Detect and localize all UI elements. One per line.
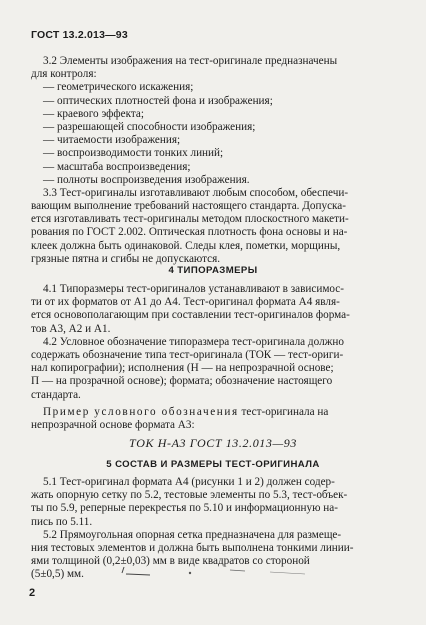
paragraph-4-2-line: П — на прозрачной основе); формата; обозначение настоящего [31, 375, 333, 388]
paragraph-3-3-line: грязные пятна и сгибы не допускаются. [31, 252, 221, 265]
paragraph-5-2-line: ями толщиной (0,2±0,03) мм в виде квадратов со стороной [31, 555, 310, 568]
section-4-body [31, 283, 399, 402]
list-item: — геометрического искажения; [43, 81, 194, 94]
paragraph-3-3-line: вающим выполнение требований настоящего стандарта. Допуска- [31, 200, 346, 213]
paragraph-3-2-line: для контроля: [31, 68, 97, 81]
paragraph-3-3-line: 3.3 Тест-оригиналы изготавливают любым способом, обеспечи- [43, 186, 349, 199]
example-paragraph [31, 406, 399, 432]
paragraph-4-1-line: ти от их форматов от А1 до А4. Тест-оригинал формата А4 явля- [31, 296, 340, 309]
list-item: — читаемости изображения; [43, 134, 181, 147]
list-item: — полноты воспроизведения изображения. [43, 173, 250, 186]
paragraph-5-2-line: (5±0,5) мм. [31, 568, 84, 581]
list-item: — оптических плотностей фона и изображения; [43, 94, 273, 107]
paragraph-4-2-line: стандарта. [31, 388, 81, 401]
paragraph-5-2-line: 5.2 Прямоугольная опорная сетка предназначена для размеще- [43, 528, 342, 541]
section-4-heading: 4 ТИПОРАЗМЕРЫ [168, 265, 258, 276]
example-line [31, 406, 399, 419]
paragraph-4-1-line: 4.1 Типоразмеры тест-оригиналов устанавливают в зависимос- [43, 283, 344, 295]
list-item: — краевого эффекта; [43, 107, 144, 120]
scan-smudge [120, 565, 310, 577]
section-3-body [31, 55, 399, 266]
paragraph-5-1-line: 5.1 Тест-оригинал формата А4 (рисунки 1 и 2) должен содер- [43, 476, 335, 488]
list-item: — воспроизводимости тонких линий; [43, 147, 224, 160]
paragraph-3-3-line: рования по ГОСТ 2.002. Оптическая плотность фона основы и на- [31, 226, 348, 239]
page-number: 2 [29, 587, 36, 599]
paragraph-3-3-line: ется изготавливать тест-оригиналы методом плоскостного макети- [31, 213, 349, 226]
paragraph-3-3-line: клеек должна быть одинаковой. Следы клея, пометки, морщины, [31, 239, 341, 252]
paragraph-4-2-line: содержать обозначение типа тест-оригинала (ТОК — тест-ориги- [31, 348, 344, 361]
paragraph-4-2-line: нал копирографии); исполнения (Н — на непрозрачной основе; [31, 362, 334, 375]
paragraph-5-1-line: ты по 5.9, реперные перекрестья по 5.10 и информационную на- [31, 502, 338, 515]
page-header: ГОСТ 13.2.013—93 [31, 29, 128, 41]
example-lead: Пример условного обозначения [43, 406, 239, 418]
example-rest: тест-оригинала на [238, 406, 329, 418]
paragraph-5-1-line: жать опорную сетку по 5.2, тестовые элементы по 5.3, тест-объек- [31, 489, 348, 502]
paragraph-4-1-line: тов А3, А2 и А1. [31, 322, 111, 335]
section-5-heading: 5 СОСТАВ И РАЗМЕРЫ ТЕСТ-ОРИГИНАЛА [106, 459, 320, 470]
example-designation: ТОК Н-А3 ГОСТ 13.2.013—93 [129, 436, 297, 450]
paragraph-4-1-line: ется основополагающим при составлении тест-оригиналов форма- [31, 309, 350, 322]
paragraph-5-2-line: ния тестовых элементов и должна быть выполнена тонкими линии- [31, 541, 354, 554]
list-item: — разрешающей способности изображения; [43, 120, 256, 133]
paragraph-5-1-line: пись по 5.11. [31, 515, 93, 528]
list-item: — масштаба воспроизведения; [43, 160, 191, 173]
paragraph-3-2-line: 3.2 Элементы изображения на тест-оригинале предназначены [43, 55, 338, 67]
paragraph-4-2-line: 4.2 Условное обозначение типоразмера тест-оригинала должно [43, 335, 344, 348]
example-line: непрозрачной основе формата А3: [31, 419, 195, 432]
